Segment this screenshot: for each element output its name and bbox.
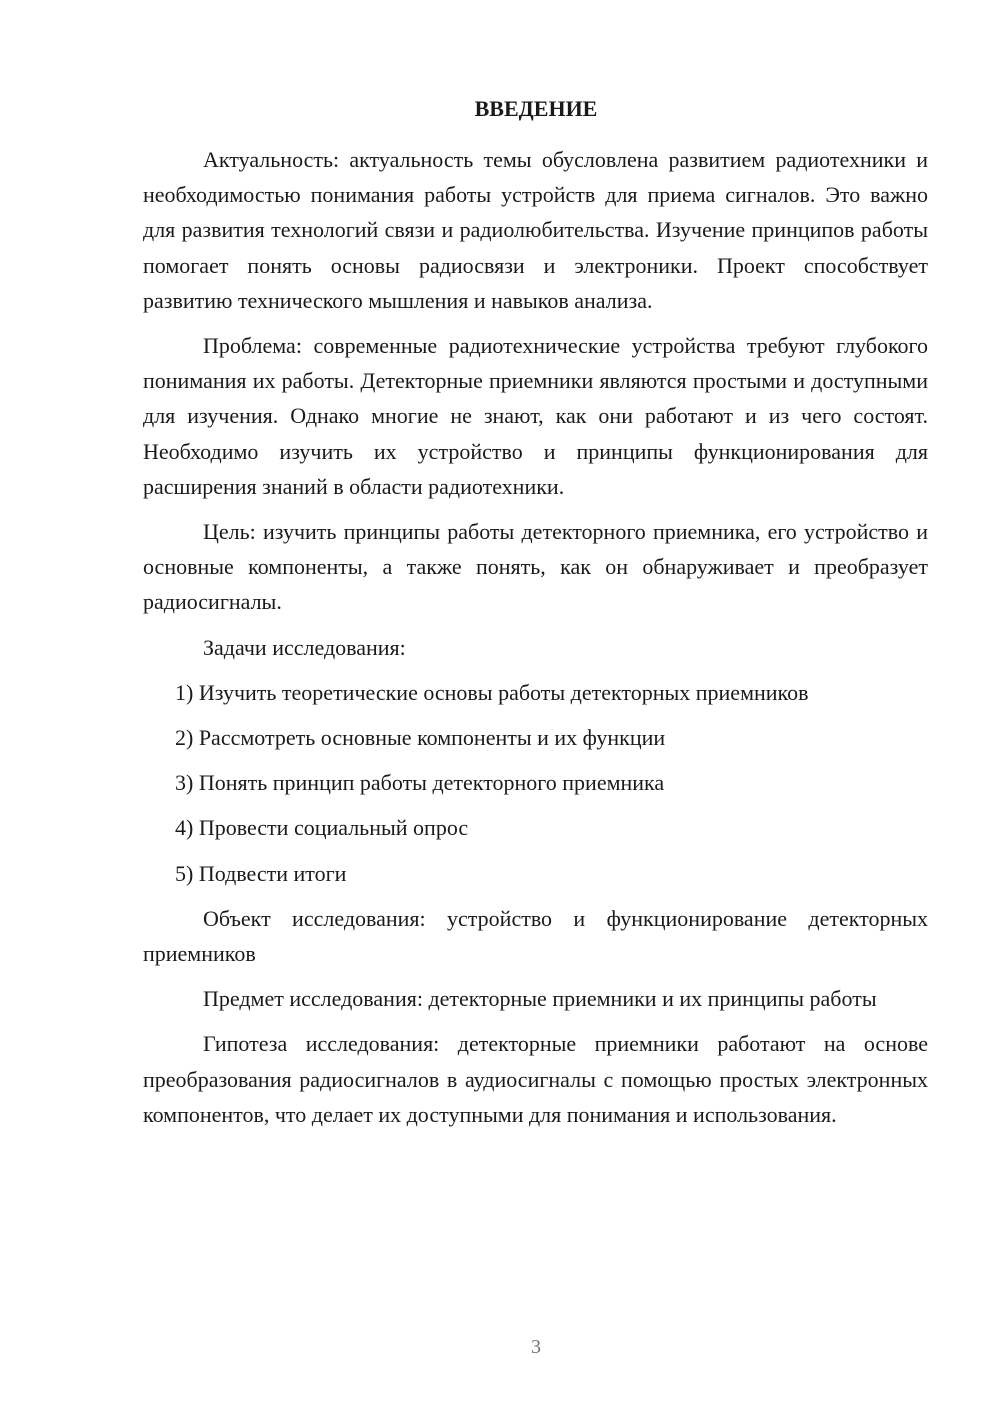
- paragraph-subject: Предмет исследования: детекторные приемники и их принципы работы: [203, 986, 877, 1012]
- page-title: ВВЕДЕНИЕ: [474, 96, 598, 121]
- tasks-list: [143, 675, 928, 891]
- list-item: 1) Изучить теоретические основы работы детекторных приемников: [175, 679, 809, 705]
- list-item: 4) Провести социальный опрос: [175, 815, 469, 841]
- paragraph-relevance: Актуальность: актуальность темы обусловлена развитием радиотехники и необходимостью понимания работы устройств для приема сигналов. Это важно для развития технологий связи и радиолюбительства. Изучение принципов работы помогает понять основы радиосвязи и электроники. Проект способствует развитию технического мышления и навыков анализа.: [143, 147, 928, 313]
- tasks-heading: Задачи исследования:: [203, 634, 406, 660]
- list-item: 3) Понять принцип работы детекторного приемника: [175, 770, 665, 796]
- document-body: [143, 142, 928, 1142]
- list-item: 2) Рассмотреть основные компоненты и их функции: [175, 725, 666, 751]
- list-item: 5) Подвести итоги: [175, 860, 347, 886]
- paragraph-object: Объект исследования: устройство и функционирование детекторных приемников: [143, 905, 928, 967]
- page-number: 3: [531, 1336, 541, 1358]
- paragraph-hypothesis: Гипотеза исследования: детекторные приемники работают на основе преобразования радиосигналов в аудиосигналы с помощью простых электронных компонентов, что делает их доступными для понимания и использования.: [143, 1031, 928, 1127]
- paragraph-goal: Цель: изучить принципы работы детекторного приемника, его устройство и основные компоненты, а также понять, как он обнаруживает и преобразует радиосигналы.: [143, 519, 928, 615]
- paragraph-problem: Проблема: современные радиотехнические устройства требуют глубокого понимания их работы. Детекторные приемники являются простыми и доступными для изучения. Однако многие не знают, как они работают и из чего состоят. Необходимо изучить их устройство и принципы функционирования для расширения знаний в области радиотехники.: [143, 333, 928, 499]
